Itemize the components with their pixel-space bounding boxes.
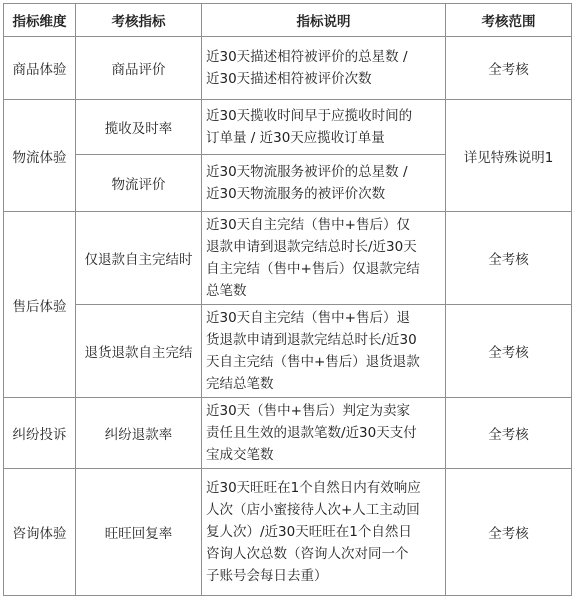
description-line: 天自主完结（售中+售后）退货退款 bbox=[206, 354, 420, 370]
description-cell bbox=[202, 469, 446, 596]
scope-cell: 全考核 bbox=[446, 469, 572, 596]
description-cell bbox=[202, 305, 446, 398]
dimension-cell: 纠纷投诉 bbox=[4, 398, 76, 469]
dimension-cell: 售后体验 bbox=[4, 212, 76, 398]
description-line: 近30天自主完结（售中+售后）退 bbox=[206, 310, 410, 326]
scope-cell: 全考核 bbox=[446, 212, 572, 305]
scope-cell: 详见特殊说明1 bbox=[446, 100, 572, 212]
description-line: 宝成交笔数 bbox=[206, 447, 274, 463]
description-cell bbox=[202, 212, 446, 305]
table-row bbox=[4, 469, 572, 596]
description-line: 人次（店小蜜接待人次+人工主动回 bbox=[206, 502, 420, 518]
description-cell bbox=[202, 100, 446, 155]
header-indicator: 考核指标 bbox=[76, 4, 202, 37]
description-cell bbox=[202, 398, 446, 469]
table-row bbox=[4, 305, 572, 398]
description-line: 自主完结（售中+售后）仅退款完结 bbox=[206, 261, 420, 277]
scope-cell: 全考核 bbox=[446, 305, 572, 398]
dimension-cell: 物流体验 bbox=[4, 100, 76, 212]
description-line: 责任且生效的退款笔数/近30天支付 bbox=[206, 425, 417, 441]
dimension-cell: 咨询体验 bbox=[4, 469, 76, 596]
indicator-cell: 物流评价 bbox=[76, 155, 202, 212]
description-line: 咨询人次总数（咨询人次对同一个 bbox=[206, 546, 409, 562]
description-line: 复人次）/近30天旺旺在1个自然日 bbox=[206, 524, 412, 540]
description-line: 近30天（售中+售后）判定为卖家 bbox=[206, 403, 410, 419]
indicator-cell: 退货退款自主完结 bbox=[76, 305, 202, 398]
description-line: 总笔数 bbox=[206, 283, 247, 299]
description-line: 近30天物流服务的被评价次数 bbox=[206, 186, 386, 202]
header-dimension: 指标维度 bbox=[4, 4, 76, 37]
description-line: 货退款申请到退款完结总时长/近30 bbox=[206, 332, 417, 348]
indicator-cell: 旺旺回复率 bbox=[76, 469, 202, 596]
scope-cell: 全考核 bbox=[446, 398, 572, 469]
indicator-cell: 商品评价 bbox=[76, 37, 202, 100]
indicator-cell: 纠纷退款率 bbox=[76, 398, 202, 469]
description-line: 近30天自主完结（售中+售后）仅 bbox=[206, 217, 410, 233]
description-line: 近30天物流服务被评价的总星数 / bbox=[206, 164, 408, 180]
table-row bbox=[4, 398, 572, 469]
description-cell bbox=[202, 37, 446, 100]
scope-cell: 全考核 bbox=[446, 37, 572, 100]
table-row bbox=[4, 37, 572, 100]
header-scope: 考核范围 bbox=[446, 4, 572, 37]
description-line: 完结总笔数 bbox=[206, 376, 274, 392]
description-line: 近30天描述相符被评价的总星数 / bbox=[206, 49, 408, 65]
description-line: 订单量 / 近30天应揽收订单量 bbox=[206, 130, 385, 146]
description-cell bbox=[202, 155, 446, 212]
table-row bbox=[4, 100, 572, 155]
indicator-cell: 揽收及时率 bbox=[76, 100, 202, 155]
table-row bbox=[4, 212, 572, 305]
description-line: 近30天揽收时间早于应揽收时间的 bbox=[206, 108, 413, 124]
description-line: 子账号会每日去重） bbox=[206, 568, 328, 584]
dimension-cell: 商品体验 bbox=[4, 37, 76, 100]
description-line: 近30天旺旺在1个自然日内有效响应 bbox=[206, 480, 421, 496]
description-line: 退款申请到退款完结总时长/近30天 bbox=[206, 239, 417, 255]
header-description: 指标说明 bbox=[202, 4, 446, 37]
indicator-cell: 仅退款自主完结时 bbox=[76, 212, 202, 305]
table-header-row bbox=[4, 4, 572, 37]
metrics-table bbox=[3, 3, 572, 596]
description-line: 近30天描述相符被评价次数 bbox=[206, 71, 372, 87]
